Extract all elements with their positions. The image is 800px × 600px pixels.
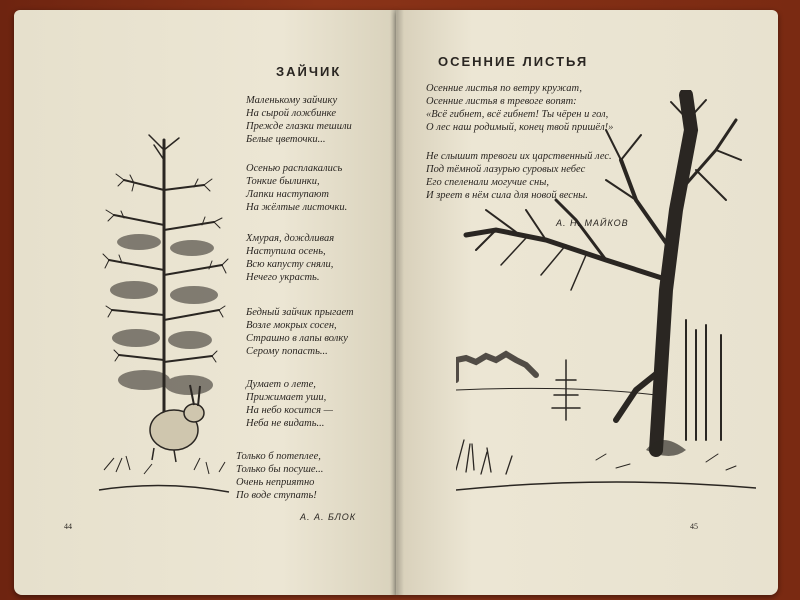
verse-line: Осенние листья по ветру кружат, xyxy=(426,83,583,94)
verse-line: Бедный зайчик прыгает xyxy=(246,307,354,318)
verse-line: «Всё гибнет, всё гибнет! Ты чёрен и гол, xyxy=(426,109,609,120)
verse-line: Хмурая, дождливая xyxy=(246,233,335,244)
verse-line: Только б потеплее, xyxy=(236,451,321,462)
page-number-left: 44 xyxy=(64,522,72,531)
page-number-right: 45 xyxy=(690,522,698,531)
verse-line: Прежде глазки тешили xyxy=(246,121,352,132)
right-page xyxy=(396,10,778,595)
verse-line: Страшно в лапы волку xyxy=(246,333,348,344)
verse-line: По воде ступать! xyxy=(236,490,317,501)
verse-line: На жёлтые листочки. xyxy=(246,202,348,213)
verse-line: Очень неприятно xyxy=(236,477,315,488)
verse-line: Возле мокрых сосен, xyxy=(246,320,337,331)
book-gutter xyxy=(390,10,404,595)
author-maykov: А. Н. МАЙКОВ xyxy=(556,218,629,228)
verse-line: Под тёмной лазурью суровых небес xyxy=(426,164,586,175)
pine-tree-illustration xyxy=(94,130,234,510)
verse-line: На сырой ложбинке xyxy=(246,108,336,119)
verse-line: Наступила осень, xyxy=(246,246,326,257)
stanza-4 xyxy=(246,306,354,358)
left-page xyxy=(14,10,396,595)
verse-line: Его спеленали могучие сны, xyxy=(426,177,549,188)
verse-line: На небо косится — xyxy=(246,405,333,416)
verse-line: И зреет в нём сила для новой весны. xyxy=(426,190,588,201)
open-book xyxy=(14,10,792,595)
verse-line: Неба не видать... xyxy=(246,418,325,429)
stanza-5 xyxy=(246,378,333,430)
stanza-3 xyxy=(246,232,334,284)
verse-line: Только бы посуше... xyxy=(236,464,324,475)
verse-line: Осенью расплакались xyxy=(246,163,343,174)
stanza-1 xyxy=(246,94,352,146)
verse-line: Серому попасть... xyxy=(246,346,328,357)
verse-line: Не слышит тревоги их царственный лес. xyxy=(426,151,612,162)
verse-line: Всю капусту сняли, xyxy=(246,259,334,270)
verse-line: Лапки наступают xyxy=(246,189,329,200)
verse-line: Белые цветочки... xyxy=(246,134,326,145)
hare-figure xyxy=(150,385,204,462)
stanza-6 xyxy=(236,450,323,502)
verse-line: Нечего украсть. xyxy=(246,272,320,283)
verse-line: Маленькому зайчику xyxy=(246,95,338,106)
verse-line: О лес наш родимый, конец твой пришёл!» xyxy=(426,122,614,133)
verse-line: Думает о лете, xyxy=(246,379,316,390)
stanza-2 xyxy=(246,162,347,214)
author-blok: А. А. БЛОК xyxy=(300,512,357,522)
verse-line: Прижимает уши, xyxy=(246,392,327,403)
oak-landscape-illustration xyxy=(456,90,756,510)
poem-title-zaychik: ЗАЙЧИК xyxy=(276,64,342,79)
verse-line: Тонкие былинки, xyxy=(246,176,320,187)
poem-title-osennie-listya: ОСЕННИЕ ЛИСТЬЯ xyxy=(438,54,589,69)
verse-line: Осенние листья в тревоге вопят: xyxy=(426,96,577,107)
